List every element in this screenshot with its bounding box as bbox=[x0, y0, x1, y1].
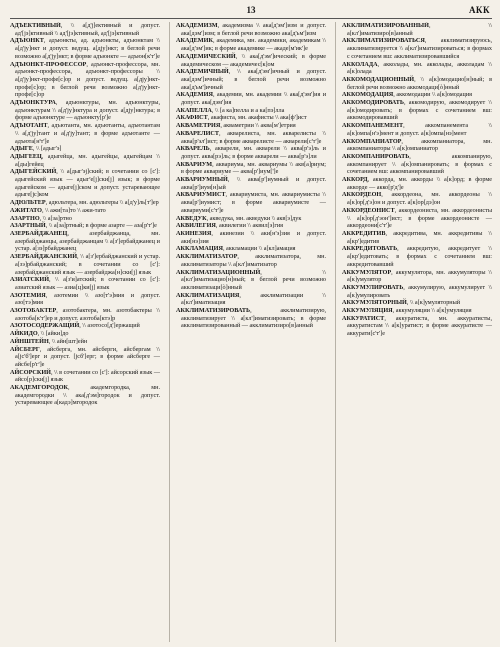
entry-headword: АЗОТЕМИЯ bbox=[10, 291, 46, 299]
entry-body: азербайджанца, мн. азербайджанцы, азербайджанцам \\ а[з']ербайджанец и устар. а[зэ]рбайджанец bbox=[15, 229, 160, 253]
entry-headword: АДЫГЕЙСКИЙ bbox=[10, 168, 57, 176]
entry-body: \\ аква[р']иумный и допуст. аква[р']иум[н]ый bbox=[181, 176, 326, 191]
entry-headword: АДЪЕКТИВНЫЙ bbox=[10, 22, 61, 29]
dictionary-entry: АКАФИСТ, акафиста, мн. акафисты \\ ака[ф']ист bbox=[176, 114, 307, 122]
entry-headword: АЗЕРБАЙДЖАНСКИЙ bbox=[10, 253, 78, 261]
entry-body: азотемии \\ азо[т'э]мия и допуст. азо[тэ]мия bbox=[15, 291, 160, 307]
entry-body: \\ а[з']ербайджанский и устар. а[зэ]рбайджанский; в сочетании со [с']: азербайджанский язык — азербайджа[н]ски[j] язык bbox=[15, 253, 160, 276]
entry-body: адъютанта, мн. адъютанты, адъютантам \\ а[д'jу]тант и а[д'jу]тант; в форме адъютанте — адъюта[н'т']е bbox=[15, 122, 160, 145]
entry-headword: АКАПЕЛЛА bbox=[176, 106, 212, 114]
column-3 bbox=[335, 22, 492, 642]
entry-body: аккомпанирую, аккомпанирует \\ а[к]омпанировать; в формах с сочетанием вш: аккомпанировавший bbox=[347, 152, 492, 176]
entry-headword: АДЪЮНКТ bbox=[10, 37, 44, 45]
entry-headword: АККОРД bbox=[342, 176, 368, 184]
entry-headword: АККЛИМАТИЗАЦИЯ bbox=[176, 291, 240, 299]
entry-headword: АКВАРЕЛЬ bbox=[176, 145, 210, 153]
dictionary-entry: АККОМПАНИАТОР, аккомпаниатора, мн. аккомпаниаторы \\ а[к]омпаниатор bbox=[342, 137, 492, 153]
dictionary-entry: АДЪЮТАНТ, адъютанта, мн. адъютанты, адъютантам \\ а[д'jу]тант и а[д'jу]тант; в форме адъютанте — адъюта[н'т']е bbox=[10, 122, 160, 145]
entry-body: \\ [айки]до bbox=[40, 330, 69, 338]
page-number: 13 bbox=[246, 5, 256, 15]
entry-body: акварели, мн. акварели \\ аква[р'э]ль и допуст. аква[рэ]ль; в форме акварели — аква[р'э]ли bbox=[181, 145, 326, 160]
dictionary-entry: АЙСОРСКИЙ, \\ в сочетании со [с']: айсорский язык — айсо[р]ски[j] язык bbox=[10, 368, 160, 384]
dictionary-entry: АЗЕРБАЙДЖАНЕЦ, азербайджанца, мн. азербайджанцы, азербайджанцам \\ а[з']ербайджанец и устар. а[зэ]рбайджанец bbox=[10, 229, 160, 253]
dictionary-entry: АККОМОДИРОВАТЬ, аккомодирую, аккомодирует \\ а[к]омодировать; в формах с сочетанием вш: аккомодировавший bbox=[342, 99, 492, 122]
entry-headword: АДЫГЕ bbox=[10, 145, 33, 153]
entry-headword: АЙСБЕРГ bbox=[10, 345, 40, 353]
entry-headword: АКАДЕМИЧНЫЙ bbox=[176, 68, 229, 76]
entry-headword: АККЛИМАТИЗИРОВАННЫЙ bbox=[342, 22, 429, 29]
entry-headword: АКАДЕМИЗМ bbox=[176, 22, 218, 29]
dictionary-entry: АЗАРТНЫЙ, \\ а[за]ртный; в форме азарте — аза[р'т']е bbox=[10, 222, 157, 230]
dictionary-entry: АККРЕДИТИВ, аккредитива, мн. аккредитивы \\ а[кр']едитив bbox=[342, 229, 492, 245]
entry-headword: АККЛИМАТИЗАЦИОННЫЙ bbox=[176, 268, 261, 276]
dictionary-entry: АККОМОДАЦИОННЫЙ, \\ а[к]омодацио[н]ный; в беглой речи возможно аккомодаци[ò]нный bbox=[342, 75, 492, 91]
entry-body: \\ а[д'j]ективный и допуст. ад'[jэ]ктивный \\ ад'[jэ]ктивный, ад'[jэ]ктивный bbox=[15, 22, 160, 37]
entry-body: \\ азотосо[д']ержащий bbox=[82, 322, 140, 330]
entry-headword: АЗОТОСОДЕРЖАЩИЙ bbox=[10, 322, 80, 330]
dictionary-entry: АКВАРЕЛЬ, акварели, мн. акварели \\ аква[р'э]ль и допуст. аква[рэ]ль; в форме акварели — аква[р'э]ли bbox=[176, 145, 326, 160]
dictionary-entry: АДЫГЕ, \\ [адыг'э] bbox=[10, 145, 62, 153]
entry-body: акклиматизации \\ а[кл']иматизация bbox=[181, 291, 326, 307]
entry-body: аккумулятора, мн. аккумуляторы \\ а[к]умулятор bbox=[347, 268, 492, 284]
entry-headword: АКВАРИУМИСТ bbox=[176, 191, 226, 199]
entry-headword: АКВАРИУМ bbox=[176, 160, 213, 168]
dictionary-entry: АККОМОДАЦИЯ, аккомодации \\ а[к]омодация bbox=[342, 91, 473, 99]
entry-body: акклиматизатора, мн. акклиматизаторы \\ а[кл']иматизатор bbox=[181, 253, 326, 268]
entry-headword: АКАДЕМИК bbox=[176, 37, 213, 45]
entry-headword: АККЛАМАЦИЯ bbox=[176, 245, 223, 253]
entry-headword: АКАФИСТ bbox=[176, 114, 208, 122]
entry-headword: АККОМПАНИРОВАТЬ bbox=[342, 152, 410, 160]
entry-body: \\ а[дыг'эj]ский; в сочетании со [с']: адыгейский язык — адыг'е[j]ски[j] язык; в форме адыгейском — адыге[j]ском и допуст. устаревающее адыге[jс]ком bbox=[15, 168, 160, 199]
entry-body: \\ ака[д'эм']ический; в форме академическом — академичес[к]ом bbox=[181, 52, 326, 68]
dictionary-entry: АКАДЕМИК, академика, мн. академики, академикам \\ ака[д'эм']ик; в форме академике — акаде[м'ик']е bbox=[176, 37, 326, 53]
entry-headword: АКВИЛЕГИЯ bbox=[176, 222, 216, 230]
dictionary-entry: АЗОТЕМИЯ, азотемии \\ азо[т'э]мия и допуст. азо[тэ]мия bbox=[10, 291, 160, 307]
entry-body: аккламации \\ а[кл]амация bbox=[226, 245, 296, 253]
dictionary-entry: АККУМУЛЯТОР, аккумулятора, мн. аккумуляторы \\ а[к]умулятор bbox=[342, 268, 492, 284]
entry-headword: АККЛИМАТИЗИРОВАТЬСЯ bbox=[342, 37, 425, 45]
entry-headword: АДЪЮНКТУРА bbox=[10, 99, 56, 107]
entry-body: акваметрии \\ аква[м']етрия bbox=[223, 122, 296, 130]
entry-body: аккуратиста, мн. аккуратисты, аккуратистам \\ а[к]уратист; в форме аккуратисте — аккурати[с'т']е bbox=[347, 314, 492, 338]
dictionary-entry: АЗИАТСКИЙ, \\ а[з'и]атский; в сочетании со [с']: азиатский язык — азиа[ц]ки[j] язык bbox=[10, 276, 160, 291]
dictionary-entry: АККОРД, аккорда, мн. аккорды \\ а[к]орд; в форме аккорде — акко[р'д']е bbox=[342, 176, 492, 191]
dictionary-entry: АККЛИМАТИЗАЦИЯ, акклиматизации \\ а[кл']иматизация bbox=[176, 291, 326, 307]
entry-headword: АКАДЕМИЧЕСКИЙ bbox=[176, 52, 236, 60]
column-1 bbox=[10, 22, 160, 642]
dictionary-entry: АККЛАМАЦИЯ, аккламации \\ а[кл]амация bbox=[176, 245, 296, 253]
entry-body: \\ ака[д'эм']ичный и допуст. ака[дэм']ичный; в беглой речи возможно ака[д'ьм']ичный bbox=[181, 68, 326, 91]
entry-body: адъюнкт-профессора, мн. адъюнкт-профессора, адъюнкт-профессоры \\ а[д'jу]нкт-профе[с]ор и допуст. ведущ. а[дjу]нкт-профе[с]ор; в беглой речи возможно а[д'jу]нкт-профе[с]ор bbox=[15, 60, 160, 99]
entry-headword: АККРЕДИТОВАТЬ bbox=[342, 245, 398, 253]
dictionary-entry: АДЮЛЬТЕР, адюльтера, мн. адюльтеры \\ а[д'у]ль[т']ер bbox=[10, 199, 159, 207]
dictionary-entry: АДЪЮНКТУРА, адъюнктуры, мн. адъюнктуры, адъюнктурам \\ а[д'jу]нктура и допуст. а[дjу]нктура; в форме адъюнктуре — адъюнкту[р']е bbox=[10, 99, 160, 122]
entry-body: аккордеона, мн. аккордеоны \\ а[к]ор[д'э]он и допуст. а[к]ор[дэ]он bbox=[347, 191, 492, 207]
entry-body: аккомпаниатора, мн. аккомпаниаторы \\ а[к]омпаниатор bbox=[347, 137, 492, 153]
entry-body: адъюнкты, ад. адъюнкты, адъюнктам \\ а[д'jу]нкт и допуст. ведущ. а[дjу]нкт; в беглой речи возможно а[д'jу]нкт; в форме адъюнкте — адъюн[к'т']е bbox=[15, 37, 160, 60]
entry-body: \\ а[за]ртно bbox=[42, 214, 72, 222]
entry-headword: АКВАМЕТРИЯ bbox=[176, 122, 221, 130]
entry-body: аквариумиста, мн. аквариумисты \\ аква[р']иумист; в форме аквариумисте — аквариуми[с'т']е bbox=[181, 191, 326, 214]
entry-headword: АДЪЮНКТ-ПРОФЕССОР bbox=[10, 60, 87, 68]
dictionary-entry: АККУРАТИСТ, аккуратиста, мн. аккуратисты, аккуратистам \\ а[к]уратист; в форме аккуратисте — аккурати[с'т']е bbox=[342, 314, 492, 338]
entry-headword: АККОМОДАЦИЯ bbox=[342, 91, 394, 99]
columns bbox=[10, 22, 492, 642]
entry-body: \\ а[кл']иматизацио[н]ный; в беглой речи возможно акклиматизаци[ò]нный bbox=[181, 268, 326, 291]
entry-headword: АЗИАТСКИЙ bbox=[10, 276, 50, 284]
entry-headword: АККОМОДАЦИОННЫЙ bbox=[342, 75, 415, 83]
dictionary-entry: АЙНШТЕЙН, \\ айн[шт]ейн bbox=[10, 337, 88, 345]
dictionary-entry: АЙКИДО, \\ [айки]до bbox=[10, 330, 69, 338]
dictionary-entry: АЗОТОБАКТЕР, азотобактера, мн. азотобактеры \\ азотоба[к'т']ер и допуст. азотоба[ктэ]р bbox=[10, 307, 160, 322]
entry-body: аккумулирую, аккумулирует \\ а[к]умулировать bbox=[347, 283, 492, 299]
entry-body: \\ а[к]умуляторный bbox=[409, 299, 461, 307]
entry-headword: АККУМУЛЯТОР bbox=[342, 268, 392, 276]
entry-body: академии, мн. академии \\ ака[д'эм']ия и допуст. ака[дэм']ия bbox=[181, 91, 326, 107]
entry-headword: АЙКИДО bbox=[10, 330, 38, 338]
entry-body: аккредитую, аккредитует \\ а[кр']едитовать; в формах с сочетанием вш: аккредитовавший bbox=[347, 245, 492, 268]
entry-headword: АЙНШТЕЙН bbox=[10, 337, 49, 345]
entry-body: акколады, мн. акколады, акколадам \\ а[к]олада bbox=[347, 60, 492, 76]
entry-headword: АККОМПАНИАТОР bbox=[342, 137, 402, 145]
dictionary-entry: АКВАМЕТРИЯ, акваметрии \\ аква[м']етрия bbox=[176, 122, 296, 130]
dictionary-entry: АКАДЕМИЧЕСКИЙ, \\ ака[д'эм']ический; в форме академическом — академичес[к]ом bbox=[176, 52, 326, 68]
dictionary-entry: АККРЕДИТОВАТЬ, аккредитую, аккредитует \\ а[кр']едитовать; в формах с сочетанием вш: аккредитовавший bbox=[342, 245, 492, 268]
entry-body: аккордеониста, мн. аккордеонисты \\ а[к]ор[д'эон']ист; в форме аккордеонисте — аккордеони[с'т']е bbox=[347, 206, 492, 230]
entry-body: аквариума, мн. аквариумы \\ акв[а]риум; в форме аквариуме — аква[р']иум[']е bbox=[181, 160, 326, 176]
entry-body: акведука, мн. акведуки \\ акв[э]дук bbox=[209, 214, 302, 222]
entry-headword: АККУМУЛЯТОРНЫЙ bbox=[342, 299, 407, 307]
dictionary-entry: АКВАРИУМИСТ, аквариумиста, мн. аквариумисты \\ аква[р']иумист; в форме аквариумисте — аквариуми[с'т']е bbox=[176, 191, 326, 214]
dictionary-entry: АККЛИМАТИЗАТОР, акклиматизатора, мн. акклиматизаторы \\ а[кл']иматизатор bbox=[176, 253, 326, 268]
entry-headword: АКВЕДУК bbox=[176, 214, 207, 222]
dictionary-entry: АДЪЕКТИВНЫЙ, \\ а[д'j]ективный и допуст. ад'[jэ]ктивный \\ ад'[jэ]ктивный, ад'[jэ]ктивный bbox=[10, 22, 160, 37]
dictionary-entry: АККОМПАНИРОВАТЬ, аккомпанирую, аккомпанирует \\ а[к]омпанировать; в формах с сочетанием вш: аккомпанировавший bbox=[342, 152, 492, 176]
dictionary-entry: АКИНЕЗИЯ, акинезии \\ аки[н'э]зия и допуст. аки[нэ]зия bbox=[176, 229, 326, 245]
entry-body: аккредитива, мн. аккредитивы \\ а[кр']едитив bbox=[347, 229, 492, 245]
entry-body: \\ в сочетании со [с']: айсорский язык — айсо[р]ски[j] язык bbox=[15, 368, 160, 384]
entry-body: \\ айн[шт]ейн bbox=[51, 337, 88, 345]
entry-headword: АККЛИМАТИЗАТОР bbox=[176, 253, 238, 261]
entry-body: айсберга, мн. айсберги, айсбергам \\ а[jс'б']ерг и допуст. [jсб']ерг; в форме айсберге — айсбе[р'г']е bbox=[15, 345, 160, 368]
entry-headword: АКВАРИУМНЫЙ bbox=[176, 176, 228, 184]
entry-headword: АКАДЕМИЯ bbox=[176, 91, 213, 99]
entry-body: \\ а[за]ртный; в форме азарте — аза[р'т']е bbox=[48, 222, 157, 230]
entry-headword: АККРЕДИТИВ bbox=[342, 229, 386, 237]
dictionary-entry: АККУМУЛЯТОРНЫЙ, \\ а[к]умуляторный bbox=[342, 299, 461, 307]
dictionary-entry: АКВЕДУК, акведука, мн. акведуки \\ акв[э]дук bbox=[176, 214, 302, 222]
entry-headword: АЗЕРБАЙДЖАНЕЦ bbox=[10, 229, 68, 237]
dictionary-entry: АКАДЕМИЯ, академии, мн. академии \\ ака[д'эм']ия и допуст. ака[дэм']ия bbox=[176, 91, 326, 107]
entry-headword: АККОРДЕОНИСТ bbox=[342, 206, 395, 214]
dictionary-entry: АЙСБЕРГ, айсберга, мн. айсберги, айсбергам \\ а[jс'б']ерг и допуст. [jсб']ерг; в форме айсберге — айсбе[р'г']е bbox=[10, 345, 160, 368]
entry-headword: АКИНЕЗИЯ bbox=[176, 229, 212, 237]
entry-body: адыгейца, мн. адыгейцы, адыгейцам \\ а[ды]гейец bbox=[15, 152, 160, 168]
dictionary-entry: АККЛИМАТИЗИРОВАТЬСЯ, акклиматизируюсь, акклиматизируется \\ а[кл']иматизироваться; в формах с сочетанием вш: акклиматизировавшийся bbox=[342, 37, 492, 60]
dictionary-entry: АДЫГЕЙСКИЙ, \\ а[дыг'эj]ский; в сочетании со [с']: адыгейский язык — адыг'е[j]ски[j] язык; в форме адыгейском — адыге[j]ском и допуст. устаревающее адыге[jс]ком bbox=[10, 168, 160, 199]
entry-headword: АККЛИМАТИЗИРОВАТЬ bbox=[176, 307, 251, 315]
entry-headword: АЗОТОБАКТЕР bbox=[10, 307, 57, 315]
entry-body: академика, мн. академики, академикам \\ ака[д'эм']ик; в форме академике — акаде[м'ик']е bbox=[181, 37, 326, 53]
entry-body: аккомодации \\ а[к]омодация bbox=[396, 91, 473, 99]
entry-headword: АЙСОРСКИЙ bbox=[10, 368, 51, 376]
dictionary-entry: АККЛИМАТИЗИРОВАННЫЙ, \\ а[кл']иматизиро[в]анный bbox=[342, 22, 492, 37]
entry-body: аккомпанемента \\ а[к]омпа[н'э]мент и допуст. а[к]омпа[нэ]мент bbox=[347, 122, 492, 137]
dictionary-entry: АКАДЕМИЗМ, академизма \\ ака[д'эм']изм и допуст. ака[дэм']изм; в беглой речи возможно ака[д'ьм']изм bbox=[176, 22, 326, 37]
dictionary-entry: АДЪЮНКТ, адъюнкты, ад. адъюнкты, адъюнктам \\ а[д'jу]нкт и допуст. ведущ. а[дjу]нкт; в беглой речи возможно а[д'jу]нкт; в форме адъюнкте — адъюн[к'т']е bbox=[10, 37, 160, 60]
dictionary-entry: АККОМПАНЕМЕНТ, аккомпанемента \\ а[к]омпа[н'э]мент и допуст. а[к]омпа[нэ]мент bbox=[342, 122, 492, 137]
entry-headword: АККУМУЛИРОВАТЬ bbox=[342, 283, 404, 291]
dictionary-entry: АККЛИМАТИЗИРОВАТЬ, акклиматизирую, акклиматизирует \\ а[кл']иматизировать; в форме акклиматизированный — акклиматизиро[в]анный bbox=[176, 307, 326, 330]
dictionary-entry: АКВАРЕЛИСТ, акварелиста, мн. акварелисты \\ аква[р'эл']ист; в форме акварелисте — акварели[с'т']е bbox=[176, 129, 326, 145]
dictionary-entry: АККУМУЛИРОВАТЬ, аккумулирую, аккумулирует \\ а[к]умулировать bbox=[342, 283, 492, 299]
dictionary-entry: АЗАРТНО, \\ а[за]ртно bbox=[10, 214, 72, 222]
running-head: АКК bbox=[468, 5, 490, 15]
entry-headword: АКАДЕМГОРОДОК bbox=[10, 384, 69, 392]
entry-body: адюльтера, мн. адюльтеры \\ а[д'у]ль[т']ер bbox=[48, 199, 159, 207]
dictionary-entry: АККОРДЕОН, аккордеона, мн. аккордеоны \\ а[к]ор[д'э]он и допуст. а[к]ор[дэ]он bbox=[342, 191, 492, 207]
entry-headword: АККУРАТИСТ bbox=[342, 314, 385, 322]
entry-body: аквилегии \\ аквил[э]гия bbox=[218, 222, 284, 230]
entry-headword: АЗАРТНО bbox=[10, 214, 40, 222]
entry-body: азотобактера, мн. азотобактеры \\ азотоба[к'т']ер и допуст. азотоба[ктэ]р bbox=[15, 307, 160, 322]
entry-body: академгородка, мн. академгородки \\ ака[д'эм]городок и допуст. устаревающее а[кадэ]мгородок bbox=[15, 384, 160, 407]
entry-body: \\ [а ка]пелла и а ка[пэ]лла bbox=[214, 106, 285, 114]
entry-headword: АКВАРЕЛИСТ bbox=[176, 129, 220, 137]
entry-body: аккорда, мн. аккорды \\ а[к]орд; в форме аккорде — акко[р'д']е bbox=[347, 176, 492, 191]
page-header bbox=[10, 4, 492, 19]
dictionary-entry: АКАПЕЛЛА, \\ [а ка]пелла и а ка[пэ]лла bbox=[176, 106, 285, 114]
entry-headword: АККОЛАДА bbox=[342, 60, 378, 68]
dictionary-entry: АККОРДЕОНИСТ, аккордеониста, мн. аккордеонисты \\ а[к]ор[д'эон']ист; в форме аккордеонисте — аккордеони[с'т']е bbox=[342, 206, 492, 230]
entry-headword: АККОМОДИРОВАТЬ bbox=[342, 99, 404, 107]
dictionary-entry: АДЫГЕЕЦ, адыгейца, мн. адыгейцы, адыгейцам \\ а[ды]гейец bbox=[10, 152, 160, 168]
dictionary-entry: АЗОТОСОДЕРЖАЩИЙ, \\ азотосо[д']ержащий bbox=[10, 322, 140, 330]
entry-headword: АККОРДЕОН bbox=[342, 191, 382, 199]
column-2 bbox=[169, 22, 326, 642]
dictionary-entry: АКАДЕМИЧНЫЙ, \\ ака[д'эм']ичный и допуст. ака[дэм']ичный; в беглой речи возможно ака[д'ьм']ичный bbox=[176, 68, 326, 91]
dictionary-entry: АККОЛАДА, акколады, мн. акколады, акколадам \\ а[к]олада bbox=[342, 60, 492, 76]
entry-headword: АККУМУЛЯЦИЯ bbox=[342, 307, 393, 315]
dictionary-entry: АКВАРИУМНЫЙ, \\ аква[р']иумный и допуст. аква[р']иум[н]ый bbox=[176, 176, 326, 191]
entry-body: акафиста, мн. акафисты \\ ака[ф']ист bbox=[210, 114, 307, 122]
dictionary-entry: АКВИЛЕГИЯ, аквилегии \\ аквил[э]гия bbox=[176, 222, 284, 230]
entry-body: акварелиста, мн. акварелисты \\ аква[р'эл']ист; в форме акварелисте — акварели[с'т']е bbox=[181, 129, 326, 145]
entry-body: акклиматизируюсь, акклиматизируется \\ а[кл']иматизироваться; в формах с сочетанием вш: акклиматизировавшийся bbox=[347, 37, 492, 60]
entry-headword: АККОМПАНЕМЕНТ bbox=[342, 122, 404, 130]
entry-body: \\ а[з'и]атский; в сочетании со [с']: азиатский язык — азиа[ц]ки[j] язык bbox=[15, 276, 160, 291]
entry-body: акинезии \\ аки[н'э]зия и допуст. аки[нэ]зия bbox=[181, 229, 326, 245]
entry-headword: АЗАРТНЫЙ bbox=[10, 222, 46, 230]
entry-headword: АДЪЮТАНТ bbox=[10, 122, 48, 130]
entry-body: \\ [адыг'э] bbox=[35, 145, 62, 153]
entry-body: \\ а[кл']иматизиро[в]анный bbox=[347, 22, 492, 37]
entry-body: \\ а[к]омодацио[н]ный; в беглой речи возможно аккомодаци[ò]нный bbox=[347, 75, 492, 91]
dictionary-entry: АКВАРИУМ, аквариума, мн. аквариумы \\ акв[а]риум; в форме аквариуме — аква[р']иум[']е bbox=[176, 160, 326, 176]
entry-headword: АЖИТАТО bbox=[10, 206, 42, 214]
entry-body: акклиматизирую, акклиматизирует \\ а[кл']иматизировать; в форме акклиматизированный — акклиматизиро[в]анный bbox=[181, 307, 326, 330]
dictionary-entry: АКАДЕМГОРОДОК, академгородка, мн. академгородки \\ ака[д'эм]городок и допуст. устаревающее а[кадэ]мгородок bbox=[10, 384, 160, 407]
entry-body: адъюнктуры, мн. адъюнктуры, адъюнктурам \\ а[д'jу]нктура и допуст. а[дjу]нктура; в форме адъюнктуре — адъюнкту[р']е bbox=[15, 99, 160, 122]
entry-headword: АДЮЛЬТЕР bbox=[10, 199, 46, 207]
dictionary-entry: АЗЕРБАЙДЖАНСКИЙ, \\ а[з']ербайджанский и устар. а[зэ]рбайджанский; в сочетании со [с']: азербайджанский язык — азербайджа[н]ски[j] язык bbox=[10, 253, 160, 276]
dictionary-entry: АЖИТАТО, \\ ажи[та]то \\ ажи-тато bbox=[10, 206, 106, 214]
entry-body: аккомодирую, аккомодирует \\ а[к]омодировать; в формах с сочетанием вш: аккомодировавший bbox=[347, 99, 492, 122]
dictionary-entry: АККУМУЛЯЦИЯ, аккумуляции \\ а[к]умуляция bbox=[342, 307, 472, 315]
dictionary-entry: АДЪЮНКТ-ПРОФЕССОР, адъюнкт-профессора, мн. адъюнкт-профессора, адъюнкт-профессоры \\ а[д'jу]нкт-профе[с]ор и допуст. ведущ. а[дjу]нкт-профе[с]ор; в беглой речи возможно а[д'jу]нкт-профе[с]ор bbox=[10, 60, 160, 99]
entry-body: аккумуляции \\ а[к]умуляция bbox=[395, 307, 472, 315]
entry-body: \\ ажи[та]то \\ ажи-тато bbox=[45, 206, 106, 214]
entry-body: академизма \\ ака[д'эм']изм и допуст. ака[дэм']изм; в беглой речи возможно ака[д'ьм']изм bbox=[181, 22, 326, 37]
entry-headword: АДЫГЕЕЦ bbox=[10, 152, 42, 160]
dictionary-entry: АККЛИМАТИЗАЦИОННЫЙ, \\ а[кл']иматизацио[н]ный; в беглой речи возможно акклиматизаци[ò]нный bbox=[176, 268, 326, 291]
